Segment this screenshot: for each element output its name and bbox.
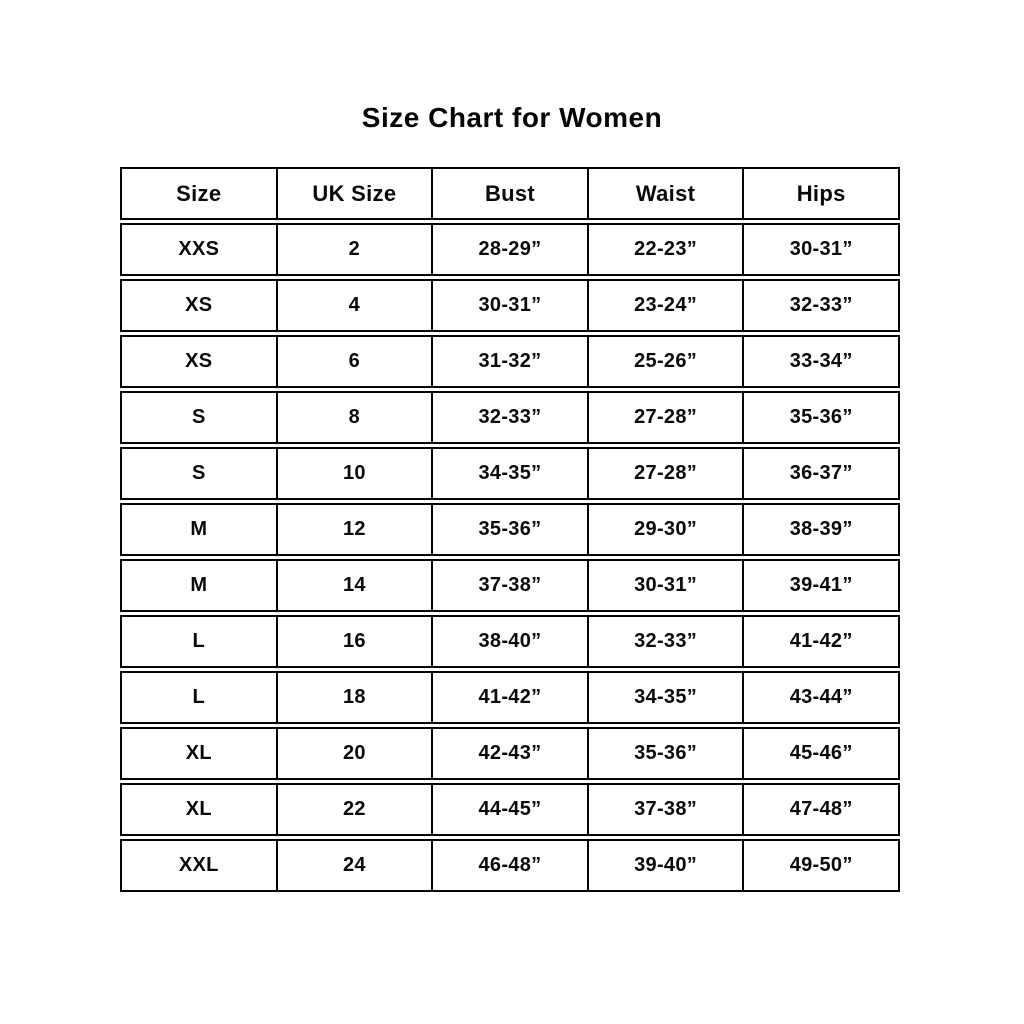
cell-size: XL xyxy=(185,798,212,820)
cell-bust: 42-43” xyxy=(431,729,587,778)
cell-bust: 38-40” xyxy=(431,617,587,666)
header-cell-waist: Waist xyxy=(587,169,743,218)
table-row xyxy=(120,447,900,500)
cell-hips: 32-33” xyxy=(742,281,898,330)
cell-bust: 41-42” xyxy=(431,673,587,722)
cell-uk: 20 xyxy=(276,729,432,778)
cell-size: XXL xyxy=(178,854,219,876)
size-table xyxy=(120,167,900,895)
cell-uk: 6 xyxy=(276,337,432,386)
cell-waist: 27-28” xyxy=(587,449,743,498)
cell-size: L xyxy=(192,686,206,708)
cell-hips: 33-34” xyxy=(742,337,898,386)
table-row xyxy=(120,839,900,892)
cell-hips: 39-41” xyxy=(742,561,898,610)
table-row xyxy=(120,335,900,388)
cell-waist: 30-31” xyxy=(587,561,743,610)
cell-bust: 31-32” xyxy=(431,337,587,386)
cell-uk: 22 xyxy=(276,785,432,834)
cell-size: M xyxy=(190,574,208,596)
cell-waist: 37-38” xyxy=(587,785,743,834)
cell-bust: 30-31” xyxy=(431,281,587,330)
page-title: Size Chart for Women xyxy=(361,102,663,133)
table-row xyxy=(120,671,900,724)
cell-hips: 36-37” xyxy=(742,449,898,498)
cell-waist: 25-26” xyxy=(587,337,743,386)
cell-size: S xyxy=(191,462,206,484)
cell-size: M xyxy=(190,518,208,540)
cell-bust: 32-33” xyxy=(431,393,587,442)
cell-uk: 14 xyxy=(276,561,432,610)
cell-size: XS xyxy=(185,294,213,316)
header-cell-size: Size xyxy=(176,180,222,206)
table-row xyxy=(120,279,900,332)
cell-bust: 46-48” xyxy=(431,841,587,890)
cell-size: XS xyxy=(185,350,213,372)
cell-bust: 37-38” xyxy=(431,561,587,610)
cell-uk: 12 xyxy=(276,505,432,554)
cell-uk: 18 xyxy=(276,673,432,722)
cell-hips: 49-50” xyxy=(742,841,898,890)
header-cell-hips: Hips xyxy=(742,169,898,218)
cell-bust: 44-45” xyxy=(431,785,587,834)
cell-hips: 41-42” xyxy=(742,617,898,666)
cell-hips: 43-44” xyxy=(742,673,898,722)
table-header-row xyxy=(120,167,900,220)
cell-waist: 22-23” xyxy=(587,225,743,274)
cell-uk: 2 xyxy=(276,225,432,274)
cell-uk: 24 xyxy=(276,841,432,890)
cell-bust: 34-35” xyxy=(431,449,587,498)
table-row xyxy=(120,223,900,276)
cell-uk: 8 xyxy=(276,393,432,442)
cell-bust: 28-29” xyxy=(431,225,587,274)
header-cell-bust: Bust xyxy=(431,169,587,218)
cell-waist: 29-30” xyxy=(587,505,743,554)
table-row xyxy=(120,615,900,668)
cell-waist: 35-36” xyxy=(587,729,743,778)
cell-size: S xyxy=(191,406,206,428)
header-cell-uk-size: UK Size xyxy=(276,169,432,218)
cell-hips: 30-31” xyxy=(742,225,898,274)
table-row xyxy=(120,391,900,444)
cell-size: XXS xyxy=(178,238,220,260)
table-row xyxy=(120,783,900,836)
cell-hips: 45-46” xyxy=(742,729,898,778)
table-row xyxy=(120,503,900,556)
cell-waist: 39-40” xyxy=(587,841,743,890)
cell-size: XL xyxy=(185,742,212,764)
table-row xyxy=(120,727,900,780)
cell-uk: 4 xyxy=(276,281,432,330)
cell-waist: 23-24” xyxy=(587,281,743,330)
cell-waist: 27-28” xyxy=(587,393,743,442)
cell-hips: 47-48” xyxy=(742,785,898,834)
cell-hips: 38-39” xyxy=(742,505,898,554)
cell-waist: 34-35” xyxy=(587,673,743,722)
cell-bust: 35-36” xyxy=(431,505,587,554)
cell-hips: 35-36” xyxy=(742,393,898,442)
cell-uk: 16 xyxy=(276,617,432,666)
cell-size: L xyxy=(192,630,206,652)
cell-uk: 10 xyxy=(276,449,432,498)
cell-waist: 32-33” xyxy=(587,617,743,666)
table-row xyxy=(120,559,900,612)
